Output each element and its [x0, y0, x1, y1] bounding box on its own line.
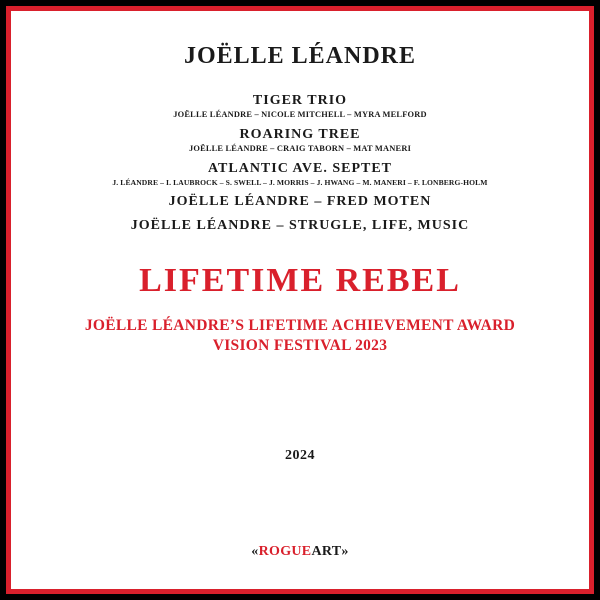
album-subtitle-line: VISION FESTIVAL 2023: [212, 337, 388, 354]
release-year: 2024: [285, 448, 315, 463]
project-name: JOËLLE LÉANDRE – FRED MOTEN: [168, 194, 432, 209]
label-rogue: ROGUE: [258, 544, 312, 559]
cover-panel: [11, 11, 589, 589]
project-name: TIGER TRIO: [252, 93, 348, 108]
project-members: JOËLLE LÉANDRE – NICOLE MITCHELL – MYRA MELFORD: [173, 110, 427, 119]
label-open-quote: «: [251, 544, 259, 559]
label-art: ART: [311, 544, 342, 559]
red-frame: [6, 6, 594, 594]
project-name: ROARING TREE: [239, 127, 361, 142]
project-name: ATLANTIC AVE. SEPTET: [207, 161, 393, 176]
project-members: JOËLLE LÉANDRE – CRAIG TABORN – MAT MANERI: [188, 144, 412, 153]
label-close-quote: »: [341, 544, 349, 559]
album-title: LIFETIME REBEL: [139, 262, 461, 299]
project-members: J. LÉANDRE – I. LAUBROCK – S. SWELL – J. MORRIS – J. HWANG – M. MANERI – F. LONBERG-HOLM: [112, 178, 488, 187]
project-name: JOËLLE LÉANDRE – STRUGLE, LIFE, MUSIC: [130, 218, 470, 233]
artist-name: JOËLLE LÉANDRE: [183, 43, 417, 69]
album-subtitle-line: JOËLLE LÉANDRE’S LIFETIME ACHIEVEMENT AWARD: [84, 317, 516, 334]
label-logo: [11, 545, 589, 559]
